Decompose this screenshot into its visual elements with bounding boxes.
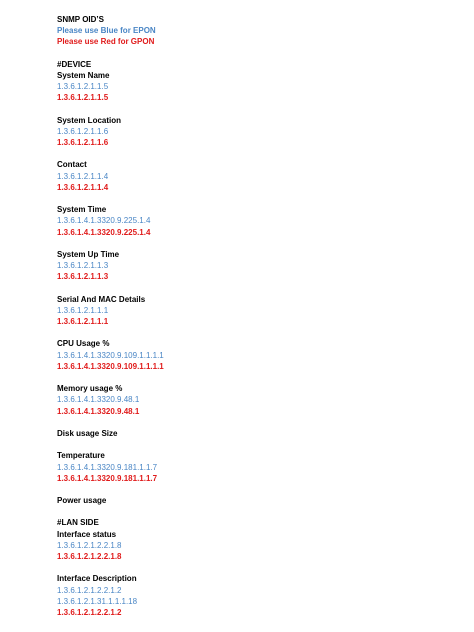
spacer <box>57 193 457 204</box>
system-name-epon-oid: 1.3.6.1.2.1.1.5 <box>57 82 109 92</box>
interface-description-epon-oid-1: 1.3.6.1.2.1.2.2.1.2 <box>57 585 122 595</box>
contact-gpon-oid: 1.3.6.1.2.1.1.4 <box>57 182 109 192</box>
system-up-time-epon-oid: 1.3.6.1.2.1.1.3 <box>57 261 109 271</box>
cpu-usage-gpon-oid: 1.3.6.1.4.1.3320.9.109.1.1.1.1 <box>57 361 164 371</box>
contact-label: Contact <box>57 160 87 170</box>
interface-status-epon-oid: 1.3.6.1.2.1.2.2.1.8 <box>57 540 122 550</box>
system-name-gpon-oid: 1.3.6.1.2.1.1.5 <box>57 93 109 103</box>
cpu-usage-epon-oid: 1.3.6.1.4.1.3320.9.109.1.1.1.1 <box>57 350 164 360</box>
temperature-gpon-oid: 1.3.6.1.4.1.3320.9.181.1.1.7 <box>57 473 158 483</box>
disk-usage-label: Disk usage Size <box>57 428 118 438</box>
memory-usage-gpon-oid: 1.3.6.1.4.1.3320.9.48.1 <box>57 406 140 416</box>
contact-epon-oid: 1.3.6.1.2.1.1.4 <box>57 171 109 181</box>
spacer <box>57 439 457 450</box>
spacer <box>57 506 457 517</box>
interface-description-epon-oid-2: 1.3.6.1.2.1.31.1.1.1.18 <box>57 596 138 606</box>
document-body <box>57 14 457 618</box>
interface-description-label: Interface Description <box>57 574 137 584</box>
serial-mac-gpon-oid: 1.3.6.1.2.1.1.1 <box>57 317 109 327</box>
system-up-time-gpon-oid: 1.3.6.1.2.1.1.3 <box>57 272 109 282</box>
system-location-gpon-oid: 1.3.6.1.2.1.1.6 <box>57 138 109 148</box>
temperature-label: Temperature <box>57 451 105 461</box>
system-location-label: System Location <box>57 115 122 125</box>
memory-usage-epon-oid: 1.3.6.1.4.1.3320.9.48.1 <box>57 395 140 405</box>
spacer <box>57 372 457 383</box>
spacer <box>57 104 457 115</box>
spacer <box>57 48 457 59</box>
interface-status-label: Interface status <box>57 529 117 539</box>
power-usage-label: Power usage <box>57 496 107 506</box>
cpu-usage-label: CPU Usage % <box>57 339 110 349</box>
serial-mac-label: Serial And MAC Details <box>57 294 146 304</box>
spacer <box>57 238 457 249</box>
spacer <box>57 417 457 428</box>
epon-color-note: Please use Blue for EPON <box>57 26 156 36</box>
system-location-epon-oid: 1.3.6.1.2.1.1.6 <box>57 126 109 136</box>
document-title: SNMP OID’S <box>57 15 104 24</box>
gpon-color-note: Please use Red for GPON <box>57 37 155 47</box>
spacer <box>57 283 457 294</box>
system-time-label: System Time <box>57 205 107 215</box>
spacer <box>57 327 457 338</box>
memory-usage-label: Memory usage % <box>57 384 123 394</box>
interface-status-gpon-oid: 1.3.6.1.2.1.2.2.1.8 <box>57 552 122 561</box>
interface-description-gpon-oid: 1.3.6.1.2.1.2.2.1.2 <box>57 607 122 617</box>
spacer <box>57 484 457 495</box>
temperature-epon-oid: 1.3.6.1.4.1.3320.9.181.1.1.7 <box>57 462 158 472</box>
system-time-gpon-oid: 1.3.6.1.4.1.3320.9.225.1.4 <box>57 227 151 237</box>
device-section-title: #DEVICE <box>57 59 92 69</box>
spacer <box>57 148 457 159</box>
system-time-epon-oid: 1.3.6.1.4.1.3320.9.225.1.4 <box>57 216 151 226</box>
serial-mac-epon-oid: 1.3.6.1.2.1.1.1 <box>57 305 109 315</box>
lan-section-title: #LAN SIDE <box>57 518 99 528</box>
system-name-label: System Name <box>57 70 110 80</box>
spacer <box>57 562 457 573</box>
system-up-time-label: System Up Time <box>57 249 120 259</box>
